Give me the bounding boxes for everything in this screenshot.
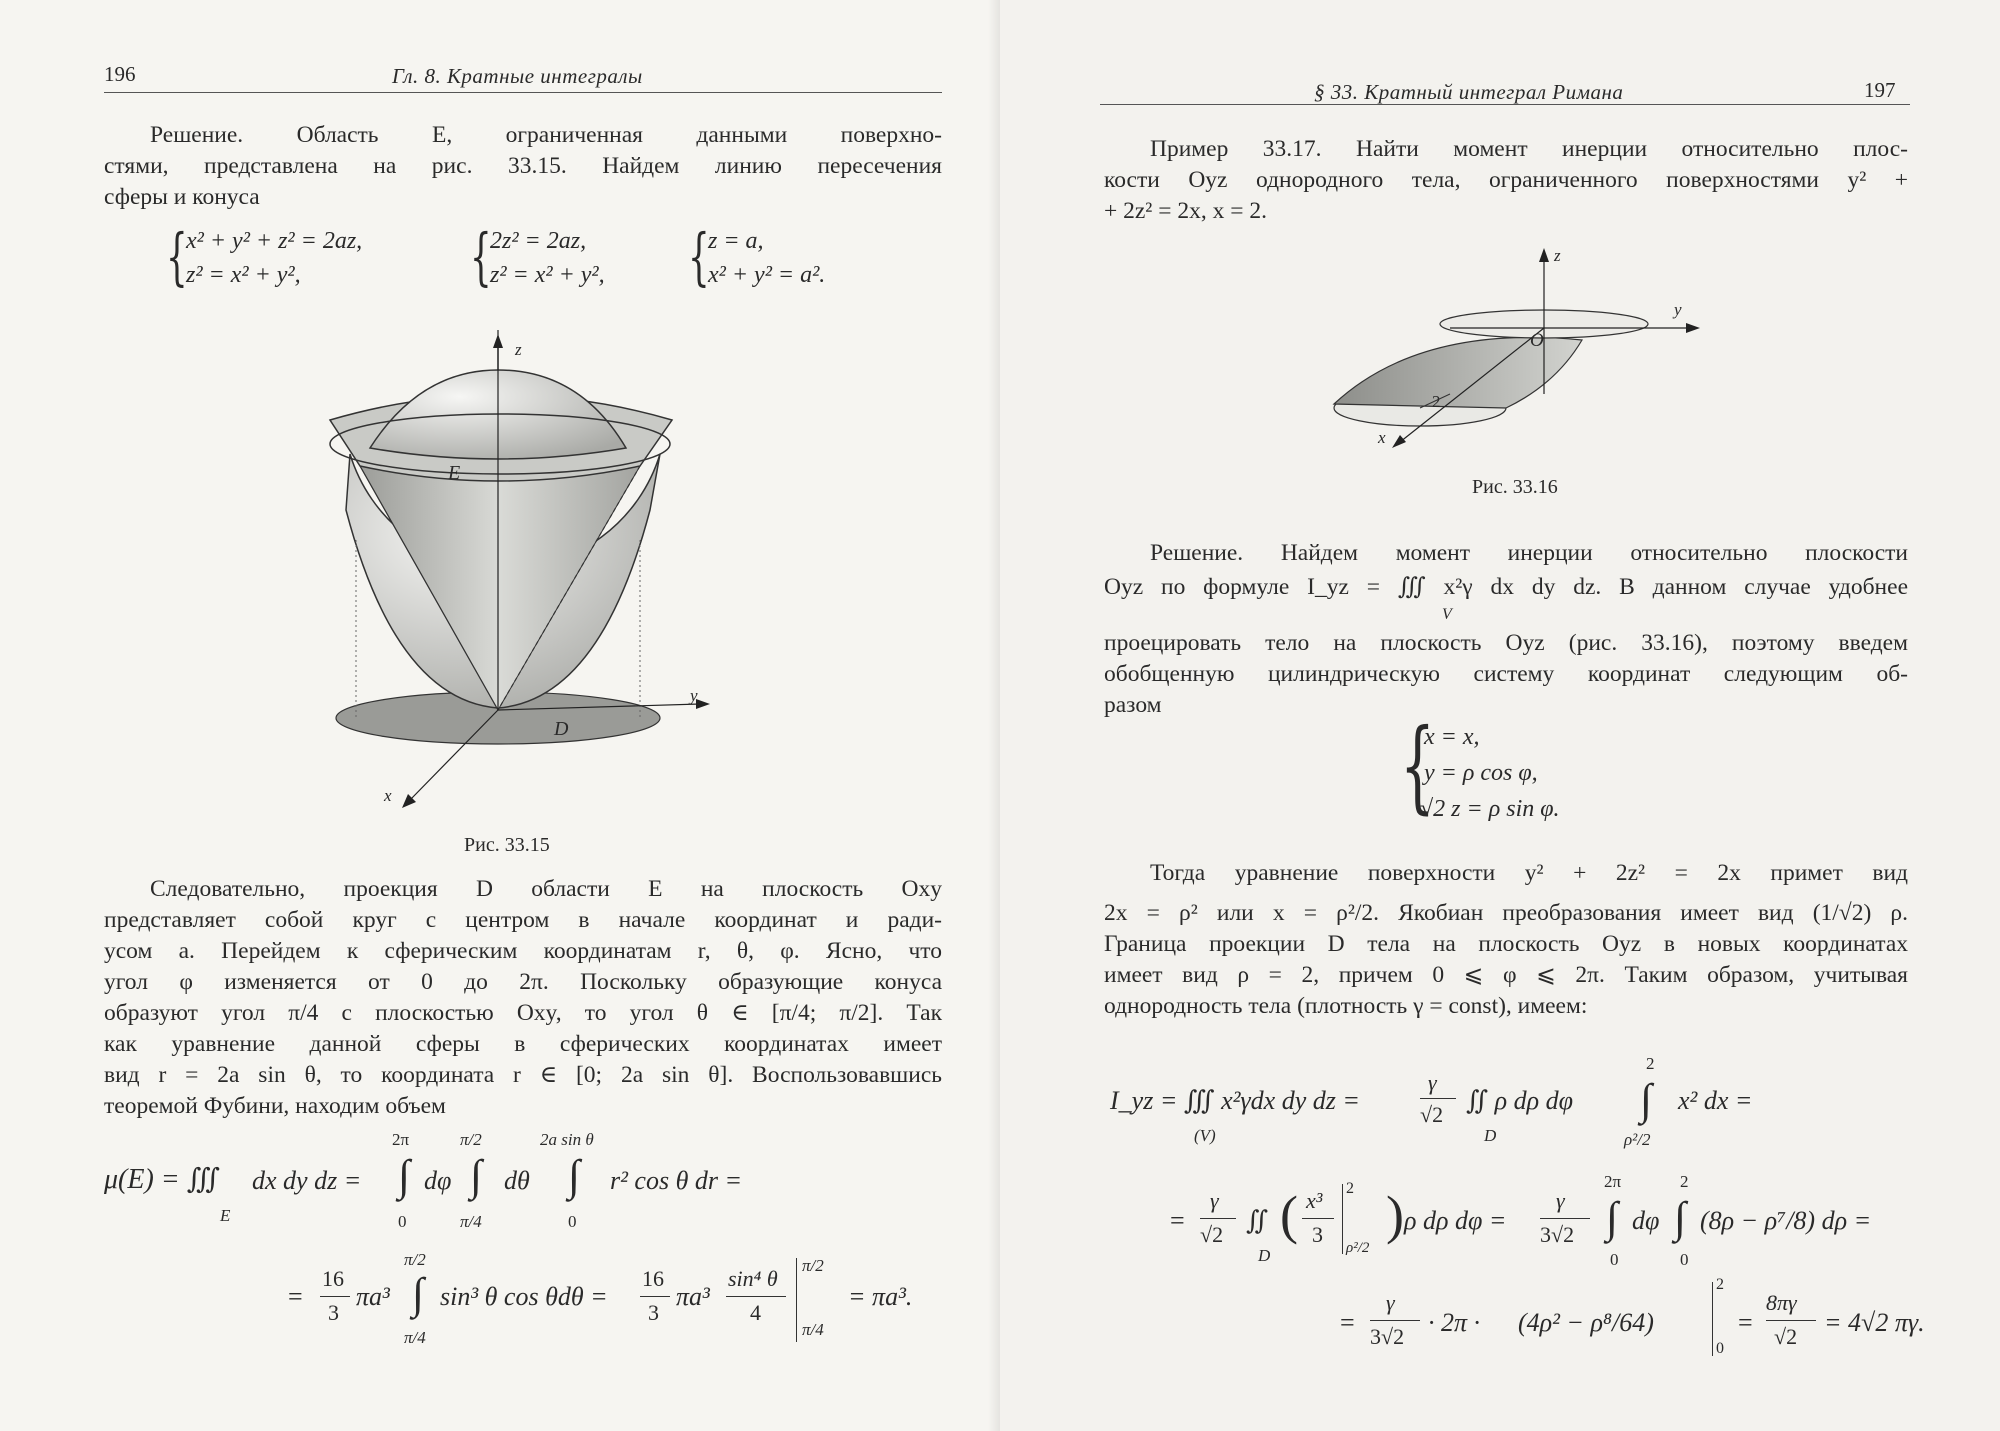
formula1-int3-sign: ∫ <box>568 1151 581 1200</box>
example-text-cont <box>1104 165 1908 227</box>
rformula3-frac-num: γ <box>1386 1290 1395 1315</box>
header-rule-left <box>104 92 942 93</box>
system-right-line-2: y = ρ cos φ, <box>1424 760 1538 786</box>
page-number-right: 197 <box>1864 78 1896 102</box>
paragraph-right-line-4: имеет вид ρ = 2, причем 0 ⩽ φ ⩽ 2π. Таким образом, учитывая <box>1104 962 1908 988</box>
rformula2-int2-upper: 2 <box>1680 1172 1689 1191</box>
rformula3-frac-den: 3√2 <box>1370 1324 1405 1349</box>
rformula3-paren: (4ρ² − ρ⁸/64) <box>1518 1308 1654 1337</box>
rformula2-eq: = <box>1170 1206 1185 1235</box>
region-label-e: E <box>448 462 461 484</box>
solution-text-right-2 <box>1104 572 1908 603</box>
formula1-d-theta: dθ <box>504 1166 530 1195</box>
solution-line-2: стями, представлена на рис. 33.15. Найдем линию пересечения <box>104 153 942 179</box>
rformula2-rparen: ) <box>1386 1185 1404 1245</box>
rformula2-lparen: ( <box>1280 1185 1298 1245</box>
example-line-1: Пример 33.17. Найти момент инерции относительно плос- <box>1150 136 1908 162</box>
rformula3-frac2-num: 8πγ <box>1766 1290 1797 1315</box>
rformula3-eq: = <box>1340 1308 1355 1337</box>
solution-line-3: сферы и конуса <box>104 184 260 210</box>
system-3-line-1: z = a, <box>708 228 764 254</box>
paraboloid-surface <box>1334 337 1582 408</box>
solution-text-left-cont <box>104 151 942 213</box>
rformula1-lhs: I_yz = ∭ x²γdx dy dz = <box>1110 1086 1360 1115</box>
axis-label-y-fig16: y <box>1674 300 1682 319</box>
rformula2-inner-num: x³ <box>1306 1188 1323 1213</box>
rformula2-int2-sign: ∫ <box>1674 1193 1687 1242</box>
figure-caption-33-16: Рис. 33.16 <box>1472 476 1558 498</box>
system-2-line-2: z² = x² + y², <box>490 262 605 288</box>
running-head-left: Гл. 8. Кратные интегралы <box>392 64 643 88</box>
radius-label-2: 2 <box>1432 392 1441 411</box>
formula2-eval-upper: π/2 <box>802 1256 824 1275</box>
example-text <box>1150 134 1908 165</box>
rformula2-frac-num: γ <box>1210 1188 1219 1213</box>
region-label-d: D <box>554 718 569 740</box>
system-3-line-2: x² + y² = a². <box>708 262 826 288</box>
formula1-int2-lower: π/4 <box>460 1212 482 1231</box>
formula2-int-sign: ∫ <box>412 1269 425 1318</box>
paragraph-line-3: усом a. Перейдем к сферическим координатам r, θ, φ. Ясно, что <box>104 938 942 964</box>
rformula3-eval-upper: 2 <box>1716 1276 1724 1293</box>
formula2-frac2-den: 3 <box>648 1300 659 1325</box>
system-brace-right: { <box>1400 707 1435 824</box>
axis-label-x-fig16: x <box>1378 428 1386 447</box>
origin-label-o: O <box>1530 330 1544 351</box>
formula1-int3-lower: 0 <box>568 1212 577 1231</box>
system-brace-3: { <box>688 220 710 293</box>
rformula1-int-lower: ρ²/2 <box>1624 1130 1651 1149</box>
system-1-line-2: z² = x² + y², <box>186 262 301 288</box>
solution-text-right-3 <box>1104 628 1908 721</box>
rformula3-result: = 4√2 πγ. <box>1824 1308 1925 1337</box>
paragraph-line-7: вид r = 2a sin θ, то координата r ∈ [0; 2a sin θ]. Воспользовавшись <box>104 1062 942 1088</box>
rformula1-sub-v: (V) <box>1194 1126 1216 1145</box>
formula1-int2-upper: π/2 <box>460 1130 482 1149</box>
rformula3-eq2: = <box>1738 1308 1753 1337</box>
example-line-2: кости Oyz однородного тела, ограниченного поверхностями y² + <box>1104 167 1908 193</box>
paragraph-right-line-2: 2x = ρ² или x = ρ²/2. Якобиан преобразования имеет вид (1/√2) ρ. <box>1104 900 1908 926</box>
rformula2-int1-upper: 2π <box>1604 1172 1622 1191</box>
axis-label-z-fig16: z <box>1554 246 1561 265</box>
rformula2-mid: ρ dρ dφ = <box>1404 1206 1507 1235</box>
rformula2-paren: (8ρ − ρ⁷/8) dρ = <box>1700 1206 1872 1235</box>
rformula1-int-upper: 2 <box>1646 1054 1655 1073</box>
figure-33-16 <box>1330 244 1710 454</box>
paragraph-right-line-3: Граница проекции D тела на плоскость Oyz в новых координатах <box>1104 931 1908 957</box>
figure-33-15 <box>300 330 750 820</box>
header-rule-right <box>1100 104 1910 105</box>
system-2-line-1: 2z² = 2az, <box>490 228 587 254</box>
formula2-int-upper: π/2 <box>404 1250 426 1269</box>
system-1-line-1: x² + y² + z² = 2az, <box>186 228 363 254</box>
paragraph-line-4: угол φ изменяется от 0 до 2π. Поскольку образующие конуса <box>104 969 942 995</box>
paragraph-line-8: теоремой Фубини, находим объем <box>104 1093 446 1119</box>
system-right-line-1: x = x, <box>1424 724 1480 750</box>
rformula1-int-sign: ∫ <box>1640 1075 1653 1124</box>
formula2-eval-lower: π/4 <box>802 1320 824 1339</box>
rformula2-inner-den: 3 <box>1312 1222 1323 1247</box>
solution-right-line-4: обобщенную цилиндрическую систему координат следующим об- <box>1104 661 1908 687</box>
paragraph-right <box>1150 858 1908 889</box>
solution-text-right <box>1150 538 1908 569</box>
rformula1-tail: x² dx = <box>1678 1086 1753 1115</box>
formula1-int3-upper: 2a sin θ <box>540 1130 594 1149</box>
rformula2-frac-den: √2 <box>1200 1222 1224 1247</box>
formula2-frac2-num: 16 <box>642 1266 664 1291</box>
rformula2-frac2-num: γ <box>1556 1188 1565 1213</box>
paragraph-line-5: образуют угол π/4 с плоскостью Oxy, то угол θ ∈ [π/4; π/2]. Так <box>104 1000 942 1026</box>
rformula2-int1-sign: ∫ <box>1606 1193 1619 1242</box>
rformula1-frac-den: √2 <box>1420 1102 1444 1127</box>
rformula2-frac2-den: 3√2 <box>1540 1222 1575 1247</box>
rformula3-eval-lower: 0 <box>1716 1340 1724 1357</box>
paragraph-right-line-5: однородность тела (плотность γ = const), имеем: <box>1104 993 1588 1019</box>
rformula2-int1-lower: 0 <box>1610 1250 1619 1269</box>
system-brace-2: { <box>470 220 492 293</box>
formula2-sin-num: sin⁴ θ <box>728 1266 778 1291</box>
formula1-int1-upper: 2π <box>392 1130 410 1149</box>
paragraph-right-cont <box>1104 898 1908 1022</box>
formula2-eq: = <box>288 1282 303 1311</box>
formula2-integrand: sin³ θ cos θdθ = <box>440 1282 608 1311</box>
formula1-integrand-r: r² cos θ dr = <box>610 1166 743 1195</box>
formula2-pa3b: πa³ <box>676 1282 710 1311</box>
figure-caption-33-15: Рис. 33.15 <box>464 834 550 856</box>
formula1-sub-e: E <box>220 1206 231 1225</box>
paragraph-line-2: представляет собой круг с центром в начале координат и ради- <box>104 907 942 933</box>
rformula2-sub-d: D <box>1258 1246 1271 1265</box>
paragraph-line-1: Следовательно, проекция D области E на плоскость Oxy <box>150 876 942 902</box>
example-line-3: + 2z² = 2x, x = 2. <box>1104 198 1267 224</box>
system-right-line-3: √2 z = ρ sin φ. <box>1420 796 1560 822</box>
rformula1-frac-num: γ <box>1428 1070 1437 1095</box>
rformula2-eval-lower: ρ²/2 <box>1346 1240 1370 1256</box>
rformula2-eval-upper: 2 <box>1346 1180 1354 1197</box>
solution-right-line-5: разом <box>1104 692 1162 718</box>
formula1-int1-sign: ∫ <box>398 1151 411 1200</box>
paragraph-line-6: как уравнение данной сферы в сферических координатах имеет <box>104 1031 942 1057</box>
paragraph-left-cont <box>104 905 942 1122</box>
formula2-int-lower: π/4 <box>404 1328 426 1347</box>
right-page <box>1000 0 2000 1431</box>
solution-text-left <box>150 120 942 151</box>
axis-label-y-fig15: y <box>690 686 698 705</box>
formula1-lhs: μ(E) = ∭ <box>104 1164 220 1195</box>
solution-right-line-3: проецировать тело на плоскость Oyz (рис. 33.16), поэтому введем <box>1104 630 1908 656</box>
formula2-pa3: πa³ <box>356 1282 390 1311</box>
rformula2-d-phi: dφ <box>1632 1206 1660 1235</box>
formula1-int1-lower: 0 <box>398 1212 407 1231</box>
paragraph-right-line-1: Тогда уравнение поверхности y² + 2z² = 2x примет вид <box>1150 860 1908 886</box>
rformula3-frac2-den: √2 <box>1774 1324 1798 1349</box>
page-number-left: 196 <box>104 62 136 86</box>
rformula2-int2-lower: 0 <box>1680 1250 1689 1269</box>
formula1-d-phi: dφ <box>424 1166 452 1195</box>
formula2-frac-den: 3 <box>328 1300 339 1325</box>
formula2-frac-num: 16 <box>322 1266 344 1291</box>
rformula3-mult: · 2π · <box>1428 1308 1481 1337</box>
axis-label-x-fig15: x <box>384 786 392 805</box>
formula2-sin-den: 4 <box>750 1300 761 1325</box>
rformula1-sub-d: D <box>1484 1126 1497 1145</box>
solution-right-line-1: Решение. Найдем момент инерции относительно плоскости <box>1150 540 1908 566</box>
solution-right-line-2: Oyz по формуле I_yz = ∭ x²γ dx dy dz. В данном случае удобнее <box>1104 574 1908 600</box>
formula1-integrand: dx dy dz = <box>252 1166 362 1195</box>
formula1-int2-sign: ∫ <box>470 1151 483 1200</box>
rformula2-double-int: ∬ <box>1246 1206 1269 1235</box>
solution-line-1: Решение. Область E, ограниченная данными поверхно- <box>150 122 942 148</box>
formula2-result: = πa³. <box>848 1282 913 1311</box>
rformula1-double-int: ∬ ρ dρ dφ <box>1466 1086 1573 1115</box>
solution-sub-v: V <box>1442 606 1452 623</box>
paragraph-left <box>150 874 942 905</box>
axis-label-z-fig15: z <box>515 340 522 359</box>
system-brace-1: { <box>166 220 188 293</box>
running-head-right: § 33. Кратный интеграл Римана <box>1314 80 1624 104</box>
